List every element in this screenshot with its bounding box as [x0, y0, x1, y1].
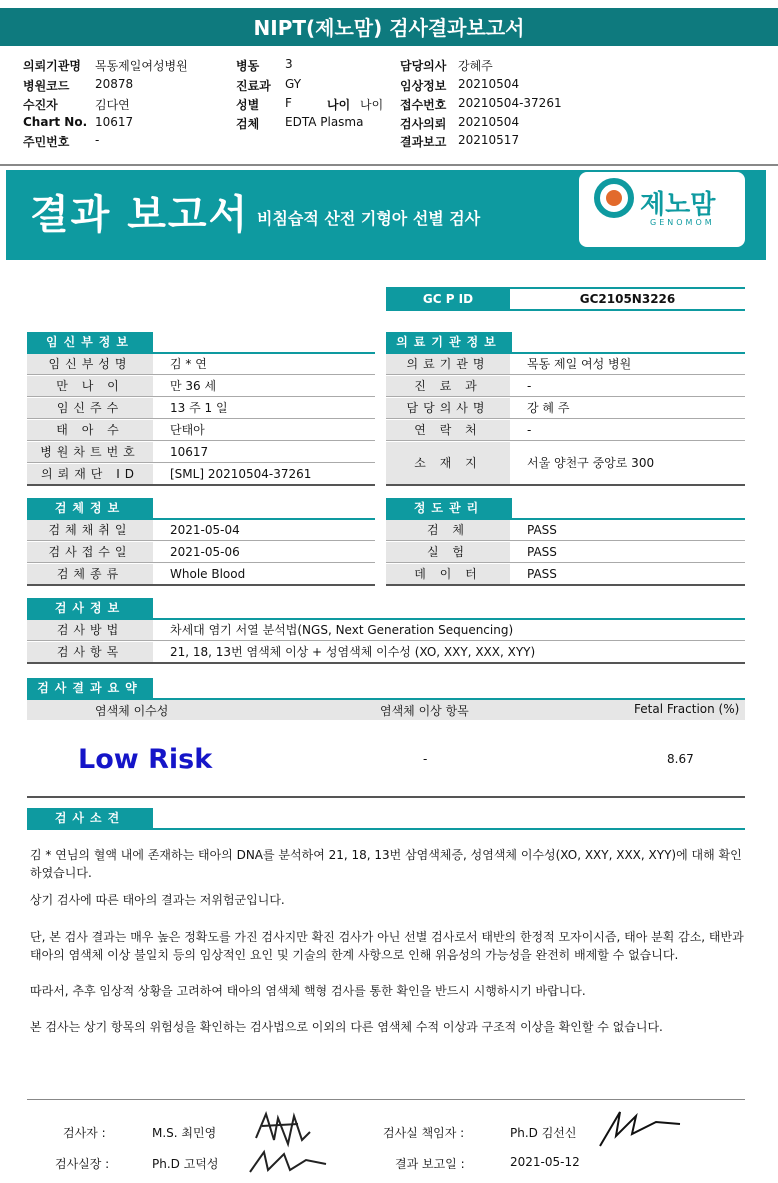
institution-row-label: 연 락 처: [386, 420, 510, 440]
institution-row-divider: [386, 418, 745, 419]
header-label: 검체: [236, 117, 260, 131]
patient-row-divider: [27, 396, 375, 397]
patient-row-label: 임신부성명: [27, 354, 153, 374]
patient-row-value: 김 * 연: [170, 357, 207, 371]
institution-row-label: 소 재 지: [386, 442, 510, 484]
test-row-label: 검사방법: [27, 620, 153, 640]
header-label: 결과보고: [400, 135, 447, 149]
result-low-risk: Low Risk: [78, 744, 213, 775]
specimen-row-label: 검체종류: [27, 564, 153, 584]
findings-p4: 따라서, 추후 임상적 상황을 고려하여 태아의 염색체 핵형 검사를 통한 확인을 반드시 시행하시기 바랍니다.: [30, 984, 586, 998]
director-signature: [244, 1148, 334, 1178]
header-value: 20210504: [458, 115, 520, 129]
qc-row-value: PASS: [527, 567, 557, 581]
test-row-label: 검사항목: [27, 642, 153, 662]
director-label: 검사실장 :: [55, 1157, 110, 1171]
tester-name: M.S. 최민영: [152, 1126, 217, 1140]
institution-row-value: 강 혜 주: [527, 401, 570, 415]
specimen-row-divider: [27, 584, 375, 586]
institution-row-divider: [386, 484, 745, 486]
header-value: F: [285, 96, 292, 110]
age-label: 나이: [327, 98, 351, 112]
institution-row-value: 목동 제일 여성 병원: [527, 357, 632, 371]
header-label: 의뢰기관명: [23, 59, 81, 73]
header-value: EDTA Plasma: [285, 115, 364, 129]
report-date-value: 2021-05-12: [510, 1155, 580, 1169]
institution-row-label: 담당의사명: [386, 398, 510, 418]
patient-title: 임신부정보: [27, 332, 153, 352]
specimen-row-label: 검체채취일: [27, 520, 153, 540]
header-value: -: [95, 133, 100, 147]
test-row-value: 21, 18, 13번 염색체 이상 + 성염색체 이수성 (XO, XXY, XXX, XYY): [170, 645, 536, 659]
specimen-row-divider: [27, 540, 375, 541]
qc-row-label: 검 체: [386, 520, 510, 540]
logo-text: 제노맘: [640, 190, 716, 220]
fetal-fraction-value: 8.67: [667, 752, 694, 766]
summary-col2: 염색체 이상 항목: [380, 704, 469, 718]
gcpid-label: GC P ID: [386, 289, 510, 309]
qc-row-divider: [386, 562, 745, 563]
specimen-row-value: Whole Blood: [170, 567, 246, 581]
header-value: 20210504: [458, 77, 520, 91]
specimen-title: 검체정보: [27, 498, 153, 518]
institution-title: 의료기관정보: [386, 332, 512, 352]
qc-row-value: PASS: [527, 545, 557, 559]
institution-row-divider: [386, 374, 745, 375]
director-name: Ph.D 고덕성: [152, 1157, 219, 1171]
header-value: 20878: [95, 77, 134, 91]
header-value: 김다연: [95, 98, 130, 112]
patient-row-label: 임신주수: [27, 398, 153, 418]
specimen-row-value: 2021-05-04: [170, 523, 240, 537]
summary-col1: 염색체 이수성: [95, 704, 169, 718]
institution-row-value: -: [527, 379, 532, 393]
header-value: 10617: [95, 115, 134, 129]
header-label: 수진자: [23, 98, 58, 112]
test-row-divider: [27, 662, 745, 664]
logo-dot-icon: [606, 190, 622, 206]
test-title: 검사정보: [27, 598, 153, 618]
patient-row-label: 병원차트번호: [27, 442, 153, 462]
patient-row-value: 10617: [170, 445, 209, 459]
patient-row-divider: [27, 374, 375, 375]
header-label: 접수번호: [400, 98, 447, 112]
logo-eng: GENOMOM: [650, 218, 715, 227]
findings-line: [27, 828, 745, 830]
patient-row-label: 만 나 이: [27, 376, 153, 396]
header-value: 20210517: [458, 133, 520, 147]
qc-row-label: 데 이 터: [386, 564, 510, 584]
findings-p3: 단, 본 검사 결과는 매우 높은 정확도를 가진 검사지만 확진 검사가 아닌 선별 검사로서 태반의 한정적 모자이시즘, 태아 분획 감소, 태반과 태아의 염색체 이상 불일치 등의 임상적인 요인 및 기술의 한계 사항으로 인해 위음성의 가능성을 완전히 배제할 수 없습니다.: [30, 930, 744, 962]
header-label: 담당의사: [400, 59, 447, 73]
banner-subtitle: 비침습적 산전 기형아 선별 검사: [257, 209, 481, 228]
patient-row-divider: [27, 418, 375, 419]
lab-head-signature: [596, 1106, 686, 1150]
header-value: GY: [285, 77, 302, 91]
qc-row-value: PASS: [527, 523, 557, 537]
summary-col3: Fetal Fraction (%): [634, 702, 740, 716]
findings-p1: 김 * 연님의 혈액 내에 존재하는 태아의 DNA를 분석하여 21, 18, 13번 삼염색체증, 성염색체 이수성(XO, XXY, XXX, XYY)에 대해 확인하였습니다.: [30, 848, 742, 880]
header-label: 병동: [236, 59, 260, 73]
header-label: 진료과: [236, 79, 271, 93]
patient-row-divider: [27, 484, 375, 486]
header-value: 3: [285, 57, 293, 71]
findings-p2: 상기 검사에 따른 태아의 결과는 저위험군입니다.: [30, 893, 285, 907]
institution-row-divider: [386, 396, 745, 397]
tester-signature: [248, 1104, 318, 1154]
institution-row-value: 서울 양천구 중앙로 300: [527, 456, 655, 470]
institution-row-divider: [386, 440, 745, 441]
patient-row-value: [SML] 20210504-37261: [170, 467, 312, 481]
header-label: 임상정보: [400, 79, 447, 93]
patient-row-divider: [27, 462, 375, 463]
gcpid-value: GC2105N3226: [579, 292, 676, 306]
header-label: 주민번호: [23, 135, 70, 149]
patient-row-divider: [27, 440, 375, 441]
tester-label: 검사자 :: [63, 1126, 106, 1140]
patient-row-label: 의뢰재단 ID: [27, 464, 153, 484]
abnormal-value: -: [423, 752, 428, 766]
header-value: 목동제일여성병원: [95, 59, 188, 73]
header-value: 20210504-37261: [458, 96, 562, 110]
report-title: NIPT(제노맘) 검사결과보고서: [0, 8, 778, 46]
report-date-label: 결과 보고일 :: [395, 1157, 465, 1171]
findings-p5: 본 검사는 상기 항목의 위험성을 확인하는 검사법으로 이외의 다른 염색체 수적 이상과 구조적 이상을 확인할 수 없습니다.: [30, 1020, 663, 1034]
institution-row-label: 의료기관명: [386, 354, 510, 374]
signature-divider: [27, 1099, 745, 1100]
institution-row-value: -: [527, 423, 532, 437]
header-label: 병원코드: [23, 79, 70, 93]
test-row-value: 차세대 염기 서열 분석법(NGS, Next Generation Sequencing): [170, 623, 514, 637]
specimen-row-label: 검사접수일: [27, 542, 153, 562]
findings-title: 검사소견: [27, 808, 153, 828]
qc-row-label: 실 험: [386, 542, 510, 562]
specimen-row-value: 2021-05-06: [170, 545, 240, 559]
header-value: 강혜주: [458, 59, 493, 73]
institution-row-label: 진 료 과: [386, 376, 510, 396]
header-label: 성별: [236, 98, 260, 112]
gcp-bottom-line: [386, 309, 745, 311]
age-value: 나이: [360, 98, 384, 112]
patient-row-value: 13 주 1 일: [170, 401, 228, 415]
lab-head-name: Ph.D 김선신: [510, 1126, 577, 1140]
patient-row-value: 단태아: [170, 423, 205, 437]
header-label: Chart No.: [23, 115, 88, 129]
qc-row-divider: [386, 584, 745, 586]
header-label: 검사의뢰: [400, 117, 447, 131]
banner-title: 결과 보고서: [30, 192, 250, 238]
qc-title: 정도관리: [386, 498, 512, 518]
qc-row-divider: [386, 540, 745, 541]
summary-bottom-line: [27, 796, 745, 798]
specimen-row-divider: [27, 562, 375, 563]
lab-head-label: 검사실 책임자 :: [383, 1126, 465, 1140]
patient-row-label: 태 아 수: [27, 420, 153, 440]
summary-title: 검사결과요약: [27, 678, 153, 698]
header-divider: [0, 164, 778, 166]
patient-row-value: 만 36 세: [170, 379, 217, 393]
test-row-divider: [27, 640, 745, 641]
